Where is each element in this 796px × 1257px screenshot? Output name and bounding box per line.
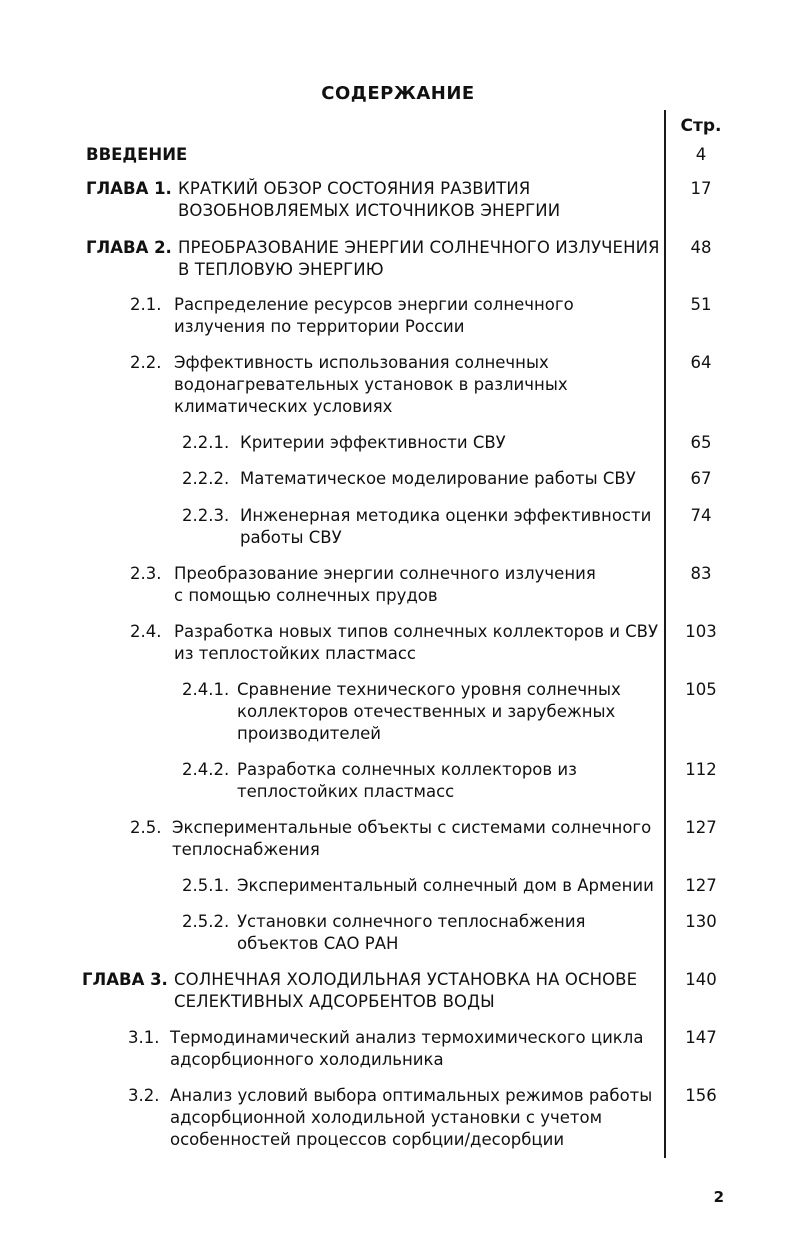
- toc-entry-page: 140: [685, 970, 717, 989]
- toc-entry-page: 67: [690, 469, 712, 488]
- toc-entry-number: 2.4.1.: [182, 680, 230, 699]
- toc-entry-title: Анализ условий выбора оптимальных режимов работы адсорбционной холодильной установки с учетом особенностей процессов сорбции/десорбции: [170, 1086, 653, 1149]
- toc-entry-page: 4: [695, 145, 707, 164]
- toc-entry-title: Установки солнечного теплоснабжения объектов САО РАН: [237, 912, 586, 953]
- toc-entry-title: ПРЕОБРАЗОВАНИЕ ЭНЕРГИИ СОЛНЕЧНОГО ИЗЛУЧЕНИЯ В ТЕПЛОВУЮ ЭНЕРГИЮ: [178, 238, 660, 279]
- toc-entry-number: 2.1.: [130, 295, 162, 314]
- toc-entry-page: 130: [685, 912, 717, 931]
- toc-entry-number: 2.3.: [130, 564, 162, 583]
- toc-entry-title: Преобразование энергии солнечного излучения с помощью солнечных прудов: [174, 564, 596, 605]
- toc-entry-title: Инженерная методика оценки эффективности работы СВУ: [240, 506, 652, 547]
- toc-entry-page: 64: [690, 353, 712, 372]
- toc-entry-number: 2.4.: [130, 622, 162, 641]
- toc-entry-page: 65: [690, 433, 712, 452]
- page-title: СОДЕРЖАНИЕ: [321, 83, 475, 104]
- toc-entry-number: 3.2.: [128, 1086, 160, 1105]
- toc-entry-number: ГЛАВА 1.: [86, 179, 172, 198]
- toc-entry-number: ГЛАВА 2.: [86, 238, 172, 257]
- toc-entry-page: 147: [685, 1028, 717, 1047]
- toc-entry-title: Распределение ресурсов энергии солнечного излучения по территории России: [174, 295, 574, 336]
- toc-entry-title: Разработка солнечных коллекторов из теплостойких пластмасс: [237, 760, 577, 801]
- toc-entry-page: 17: [690, 179, 712, 198]
- footer-page-number: 2: [713, 1188, 724, 1206]
- toc-entry-title: СОЛНЕЧНАЯ ХОЛОДИЛЬНАЯ УСТАНОВКА НА ОСНОВЕ СЕЛЕКТИВНЫХ АДСОРБЕНТОВ ВОДЫ: [174, 970, 638, 1011]
- column-divider: [664, 110, 666, 1158]
- toc-entry-page: 83: [690, 564, 712, 583]
- toc-entry-number: ГЛАВА 3.: [82, 970, 168, 989]
- page-column-header: Стр.: [680, 116, 722, 136]
- toc-entry-title: Термодинамический анализ термохимического цикла адсорбционного холодильника: [170, 1028, 644, 1069]
- toc-entry-page: 74: [690, 506, 712, 525]
- toc-entry-number: 2.5.1.: [182, 876, 230, 895]
- toc-entry-page: 127: [685, 818, 717, 837]
- toc-entry-number: 3.1.: [128, 1028, 160, 1047]
- toc-entry-page: 156: [685, 1086, 717, 1105]
- toc-entry-title: Разработка новых типов солнечных коллекторов и СВУ из теплостойких пластмасс: [174, 622, 659, 663]
- toc-entry-number: 2.5.: [130, 818, 162, 837]
- toc-entry-page: 103: [685, 622, 717, 641]
- toc-entry-number: 2.2.1.: [182, 433, 230, 452]
- toc-entry-title: Сравнение технического уровня солнечных коллекторов отечественных и зарубежных производителей: [237, 680, 621, 743]
- toc-entry-page: 51: [690, 295, 712, 314]
- toc-entry-number: 2.5.2.: [182, 912, 230, 931]
- toc-entry-number: 2.2.: [130, 353, 162, 372]
- toc-entry-number: 2.2.3.: [182, 506, 230, 525]
- toc-entry-title: Экспериментальные объекты с системами солнечного теплоснабжения: [172, 818, 652, 859]
- toc-entry-number: 2.4.2.: [182, 760, 230, 779]
- toc-entry-title: Эффективность использования солнечных водонагревательных установок в различных климатических условиях: [174, 353, 568, 416]
- toc-entry-page: 105: [685, 680, 717, 699]
- toc-entry-title: Критерии эффективности СВУ: [240, 433, 506, 452]
- toc-entry-number: 2.2.2.: [182, 469, 230, 488]
- toc-entry-page: 127: [685, 876, 717, 895]
- toc-entry-page: 112: [685, 760, 717, 779]
- toc-entry-label: ВВЕДЕНИЕ: [86, 145, 188, 164]
- toc-entry-title: Математическое моделирование работы СВУ: [240, 469, 636, 488]
- toc-entry-page: 48: [690, 238, 712, 257]
- toc-entry-title: Экспериментальный солнечный дом в Армении: [237, 876, 654, 895]
- toc-entry-title: КРАТКИЙ ОБЗОР СОСТОЯНИЯ РАЗВИТИЯ ВОЗОБНОВЛЯЕМЫХ ИСТОЧНИКОВ ЭНЕРГИИ: [178, 179, 561, 220]
